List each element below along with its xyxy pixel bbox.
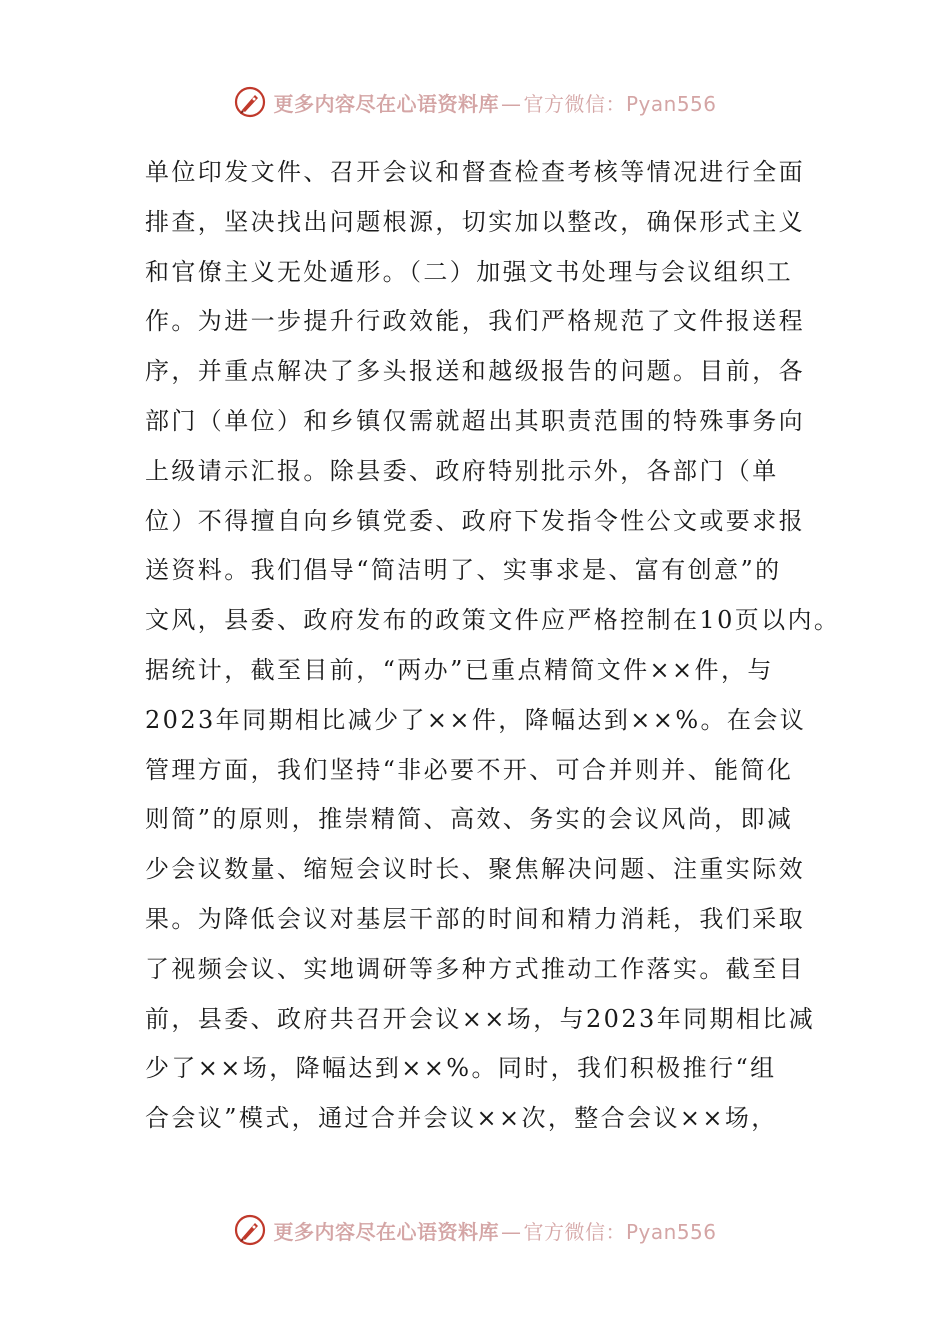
text-line: 序，并重点解决了多头报送和越级报告的问题。目前，各 — [145, 357, 805, 386]
watermark-channel: 官方微信： — [523, 1219, 626, 1244]
text-line: 排查，坚决找出问题根源，切实加以整改，确保形式主义 — [145, 207, 805, 236]
pen-nib-icon — [233, 1213, 267, 1247]
pen-nib-icon — [233, 85, 267, 119]
header-watermark — [0, 82, 950, 122]
text-line: 位）不得擅自向乡镇党委、政府下发指令性公文或要求报 — [145, 506, 805, 535]
text-line: 合会议”模式，通过合并会议××次，整合会议××场， — [145, 1104, 778, 1133]
watermark-text — [273, 88, 716, 117]
text-line: 2023年同期相比减少了××件，降幅达到××%。在会议 — [145, 705, 807, 734]
text-line: 单位印发文件、召开会议和督查检查考核等情况进行全面 — [145, 158, 805, 186]
document-body — [145, 148, 841, 1144]
text-line: 了视频会议、实地调研等多种方式推动工作落实。截至目 — [145, 954, 805, 983]
watermark-account: Pyan556 — [625, 91, 717, 116]
text-line: 则简”的原则，推崇精简、高效、务实的会议风尚，即减 — [145, 805, 794, 834]
text-line: 少会议数量、缩短会议时长、聚焦解决问题、注重实际效 — [145, 855, 805, 884]
text-line: 前，县委、政府共召开会议××场，与2023年同期相比减 — [145, 1004, 816, 1033]
text-line: 据统计，截至目前，“两办”已重点精简文件××件，与 — [145, 655, 774, 684]
watermark-separator: — — [500, 91, 522, 116]
text-line: 果。为降低会议对基层干部的时间和精力消耗，我们采取 — [145, 904, 805, 933]
text-line: 上级请示汇报。除县委、政府特别批示外，各部门（单 — [145, 456, 779, 485]
text-line: 文风，县委、政府发布的政策文件应严格控制在10页以内。 — [145, 606, 841, 635]
text-line: 作。为进一步提升行政效能，我们严格规范了文件报送程 — [145, 307, 805, 336]
text-line: 送资料。我们倡导“简洁明了、实事求是、富有创意”的 — [145, 556, 782, 585]
watermark-account: Pyan556 — [625, 1219, 717, 1244]
watermark-text — [273, 1216, 716, 1245]
watermark-separator: — — [500, 1219, 522, 1244]
text-line: 和官僚主义无处遁形。（二）加强文书处理与会议组织工 — [145, 257, 793, 286]
footer-watermark — [0, 1210, 950, 1250]
watermark-site: 更多内容尽在心语资料库 — [273, 1219, 499, 1244]
text-line: 部门（单位）和乡镇仅需就超出其职责范围的特殊事务向 — [145, 406, 805, 435]
text-line: 管理方面，我们坚持“非必要不开、可合并则并、能简化 — [145, 755, 794, 784]
watermark-channel: 官方微信： — [523, 91, 626, 116]
watermark-site: 更多内容尽在心语资料库 — [273, 91, 499, 116]
text-line: 少了××场，降幅达到××%。同时，我们积极推行“组 — [145, 1054, 777, 1083]
